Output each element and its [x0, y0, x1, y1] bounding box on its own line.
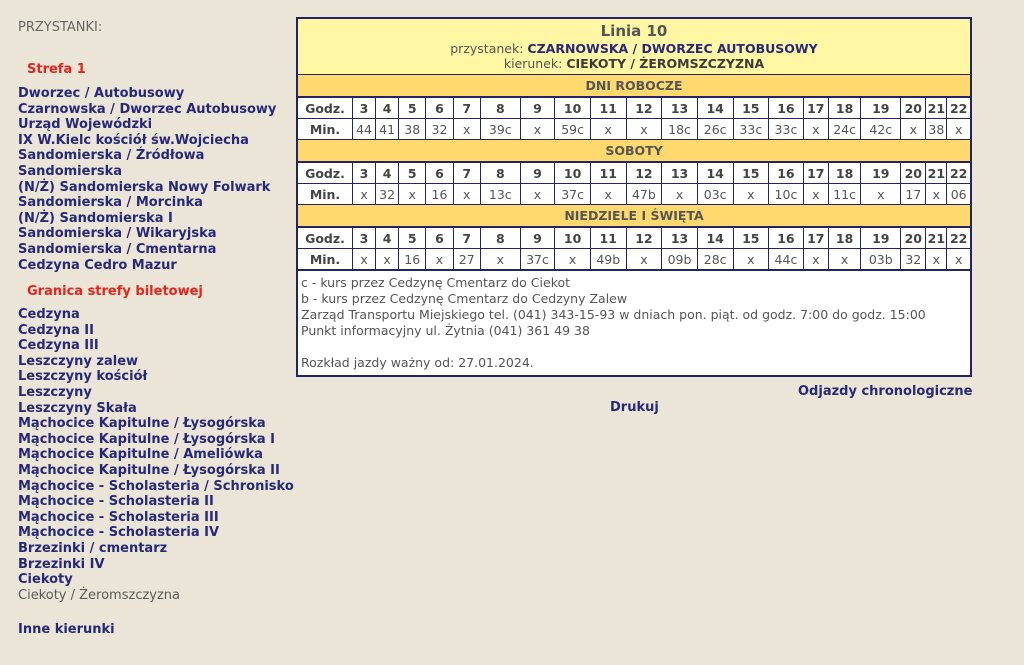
- hour-cell: 20: [901, 228, 926, 249]
- stop-link[interactable]: (N/Ż) Sandomierska I: [18, 210, 173, 226]
- hour-cell: 12: [626, 163, 662, 184]
- hours-label: Godz.: [298, 98, 353, 119]
- hour-cell: 9: [520, 163, 555, 184]
- hour-cell: 5: [399, 228, 426, 249]
- hours-row: [298, 228, 970, 249]
- print-link[interactable]: Drukuj: [610, 400, 659, 415]
- hour-cell: 20: [901, 98, 926, 119]
- hours-label: Godz.: [298, 228, 353, 249]
- stop-link[interactable]: Mąchocice - Scholasteria II: [18, 494, 214, 510]
- minute-cell: x: [453, 119, 480, 140]
- hour-cell: 9: [520, 228, 555, 249]
- hour-cell: 18: [828, 98, 860, 119]
- stop-link[interactable]: Cedzyna III: [18, 338, 99, 354]
- hour-cell: 4: [376, 98, 399, 119]
- minute-cell: 03b: [861, 249, 901, 270]
- stop-link[interactable]: Sandomierska / Cmentarna: [18, 241, 217, 257]
- stop-link[interactable]: Leszczyny kościół: [18, 369, 148, 385]
- minute-cell: x: [376, 249, 399, 270]
- stop-link[interactable]: Sandomierska / Morcinka: [18, 195, 203, 211]
- hour-cell: 15: [733, 98, 769, 119]
- minute-cell: x: [733, 249, 769, 270]
- stop-link[interactable]: Mąchocice - Scholasteria IV: [18, 525, 220, 541]
- hour-cell: 21: [926, 163, 947, 184]
- hour-cell: 3: [353, 98, 376, 119]
- hour-cell: 9: [520, 98, 555, 119]
- stop-link[interactable]: Mąchocice Kapitulne / Łysogórska: [18, 416, 266, 432]
- stop-link[interactable]: Brzezinki / cmentarz: [18, 540, 168, 556]
- minutes-label: Min.: [298, 119, 353, 140]
- minute-cell: x: [353, 249, 376, 270]
- hour-cell: 18: [828, 228, 860, 249]
- hour-cell: 13: [662, 98, 698, 119]
- minute-cell: x: [947, 119, 970, 140]
- hour-cell: 8: [480, 228, 520, 249]
- minute-cell: x: [803, 119, 828, 140]
- minute-cell: x: [555, 249, 591, 270]
- hour-cell: 16: [769, 98, 804, 119]
- stop-link[interactable]: Cedzyna Cedro Mazur: [18, 257, 177, 273]
- stop-link[interactable]: Leszczyny zalew: [18, 353, 139, 369]
- hour-cell: 4: [376, 163, 399, 184]
- minute-cell: x: [590, 184, 626, 205]
- stop-name: CZARNOWSKA / DWORZEC AUTOBUSOWY: [527, 41, 818, 56]
- minute-cell: x: [733, 184, 769, 205]
- hour-cell: 22: [947, 228, 970, 249]
- hour-cell: 13: [662, 163, 698, 184]
- hour-cell: 19: [861, 163, 901, 184]
- hour-cell: 14: [697, 163, 733, 184]
- hour-cell: 22: [947, 98, 970, 119]
- section-header: SOBOTY: [298, 140, 970, 162]
- timetable-grid: [298, 227, 970, 270]
- minute-cell: x: [520, 119, 555, 140]
- minute-cell: 32: [376, 184, 399, 205]
- hour-cell: 11: [590, 228, 626, 249]
- stop-list-zone-1: [18, 86, 276, 273]
- hour-cell: 12: [626, 98, 662, 119]
- stop-link[interactable]: (N/Ż) Sandomierska Nowy Folwark: [18, 179, 271, 195]
- minute-cell: x: [399, 184, 426, 205]
- minute-cell: x: [926, 184, 947, 205]
- minute-cell: 10c: [769, 184, 804, 205]
- minute-cell: x: [520, 184, 555, 205]
- stop-link[interactable]: Leszczyny Skała: [18, 400, 137, 416]
- hours-row: [298, 98, 970, 119]
- minute-cell: 44: [353, 119, 376, 140]
- minute-cell: x: [901, 119, 926, 140]
- stop-link[interactable]: Cedzyna II: [18, 322, 94, 338]
- stop-label: przystanek:: [450, 41, 528, 56]
- minutes-row: [298, 249, 970, 270]
- minute-cell: 37c: [555, 184, 591, 205]
- stop-link[interactable]: Leszczyny: [18, 384, 92, 400]
- minute-cell: 33c: [769, 119, 804, 140]
- minute-cell: 59c: [555, 119, 591, 140]
- hour-cell: 7: [453, 98, 480, 119]
- minute-cell: 38: [926, 119, 947, 140]
- stop-list-zone-2: [18, 307, 294, 603]
- minute-cell: 03c: [697, 184, 733, 205]
- zone-border-label: Granica strefy biletowej: [27, 284, 203, 299]
- hour-cell: 15: [733, 228, 769, 249]
- stop-link[interactable]: Ciekoty: [18, 572, 73, 588]
- stop-link[interactable]: Urząd Wojewódzki: [18, 117, 153, 133]
- hour-cell: 10: [555, 98, 591, 119]
- other-directions-link[interactable]: Inne kierunki: [18, 622, 115, 637]
- hour-cell: 8: [480, 98, 520, 119]
- minute-cell: 13c: [480, 184, 520, 205]
- minute-cell: 11c: [828, 184, 860, 205]
- hour-cell: 16: [769, 163, 804, 184]
- stop-link[interactable]: Cedzyna: [18, 307, 80, 322]
- hour-cell: 19: [861, 98, 901, 119]
- minute-cell: 32: [426, 119, 453, 140]
- hour-cell: 19: [861, 228, 901, 249]
- hour-cell: 14: [697, 228, 733, 249]
- direction-name: CIEKOTY / ŻEROMSZCZYZNA: [566, 56, 765, 71]
- stop-link[interactable]: Sandomierska / Źródłowa: [18, 148, 205, 164]
- section-header: NIEDZIELE I ŚWIĘTA: [298, 205, 970, 227]
- minute-cell: 33c: [733, 119, 769, 140]
- note-contact: Zarząd Transportu Miejskiego tel. (041) 343-15-93 w dniach pon. piąt. od godz. 7:00 do godz. 15:00: [301, 307, 926, 322]
- minute-cell: 16: [426, 184, 453, 205]
- stop-link[interactable]: Mąchocice Kapitulne / Łysogórska II: [18, 462, 280, 478]
- minute-cell: 18c: [662, 119, 698, 140]
- stop-link[interactable]: Sandomierska: [18, 163, 123, 179]
- hour-cell: 10: [555, 228, 591, 249]
- hour-cell: 13: [662, 228, 698, 249]
- hour-cell: 18: [828, 163, 860, 184]
- minute-cell: 24c: [828, 119, 860, 140]
- stop-link[interactable]: Sandomierska / Wikaryjska: [18, 226, 217, 242]
- stop-info: [298, 41, 970, 56]
- minute-cell: 28c: [697, 249, 733, 270]
- minute-cell: 39c: [480, 119, 520, 140]
- hour-cell: 17: [803, 163, 828, 184]
- minute-cell: x: [926, 249, 947, 270]
- minutes-row: [298, 184, 970, 205]
- minute-cell: x: [453, 184, 480, 205]
- minute-cell: 32: [901, 249, 926, 270]
- stop-link[interactable]: Mąchocice Kapitulne / Ameliówka: [18, 447, 263, 463]
- minute-cell: 38: [399, 119, 426, 140]
- minute-cell: x: [626, 119, 662, 140]
- hour-cell: 7: [453, 163, 480, 184]
- hour-cell: 5: [399, 163, 426, 184]
- chronological-departures-link[interactable]: Odjazdy chronologiczne: [798, 384, 973, 399]
- hour-cell: 6: [426, 228, 453, 249]
- stop-link[interactable]: Ciekoty / Żeromszczyzna: [18, 587, 181, 603]
- timetable-notes: [298, 270, 970, 375]
- hour-cell: 3: [353, 163, 376, 184]
- minute-cell: 17: [901, 184, 926, 205]
- minute-cell: x: [861, 184, 901, 205]
- hours-row: [298, 163, 970, 184]
- hour-cell: 11: [590, 98, 626, 119]
- timetable-grid: [298, 162, 970, 205]
- hour-cell: 5: [399, 98, 426, 119]
- direction-label: kierunek:: [503, 56, 567, 71]
- hour-cell: 14: [697, 98, 733, 119]
- minute-cell: 44c: [769, 249, 804, 270]
- minute-cell: x: [803, 184, 828, 205]
- zone-1-label: Strefa 1: [27, 62, 86, 77]
- line-title: Linia 10: [600, 22, 668, 40]
- hour-cell: 15: [733, 163, 769, 184]
- minute-cell: 27: [453, 249, 480, 270]
- minutes-label: Min.: [298, 184, 353, 205]
- hour-cell: 6: [426, 98, 453, 119]
- timetable-sections: [298, 75, 970, 270]
- hour-cell: 21: [926, 228, 947, 249]
- minute-cell: 06: [947, 184, 970, 205]
- minutes-row: [298, 119, 970, 140]
- direction-info: [298, 56, 970, 71]
- hours-label: Godz.: [298, 163, 353, 184]
- minute-cell: x: [947, 249, 970, 270]
- hour-cell: 6: [426, 163, 453, 184]
- valid-from: Rozkład jazdy ważny od: 27.01.2024.: [301, 355, 534, 370]
- minutes-label: Min.: [298, 249, 353, 270]
- hour-cell: 16: [769, 228, 804, 249]
- hour-cell: 3: [353, 228, 376, 249]
- minute-cell: 49b: [590, 249, 626, 270]
- minute-cell: 42c: [861, 119, 901, 140]
- hour-cell: 17: [803, 228, 828, 249]
- timetable-grid: [298, 97, 970, 140]
- hour-cell: 17: [803, 98, 828, 119]
- stop-link[interactable]: Brzezinki IV: [18, 556, 105, 572]
- timetable-panel: [296, 17, 972, 377]
- hour-cell: 22: [947, 163, 970, 184]
- minute-cell: x: [426, 249, 453, 270]
- stop-link[interactable]: Dworzec / Autobusowy: [18, 86, 185, 101]
- minute-cell: x: [662, 184, 698, 205]
- note-info-point: Punkt informacyjny ul. Żytnia (041) 361 49 38: [301, 323, 590, 338]
- hour-cell: 20: [901, 163, 926, 184]
- note-b: b - kurs przez Cedzynę Cmentarz do Cedzyny Zalew: [301, 291, 628, 306]
- minute-cell: x: [590, 119, 626, 140]
- minute-cell: x: [803, 249, 828, 270]
- stop-link[interactable]: IX W.Kielc kościół św.Wojciecha: [18, 132, 249, 148]
- hour-cell: 10: [555, 163, 591, 184]
- minute-cell: 26c: [697, 119, 733, 140]
- minute-cell: x: [626, 249, 662, 270]
- note-c: c - kurs przez Cedzynę Cmentarz do Ciekot: [301, 275, 571, 290]
- minute-cell: x: [828, 249, 860, 270]
- hour-cell: 4: [376, 228, 399, 249]
- minute-cell: 41: [376, 119, 399, 140]
- timetable-header: [298, 19, 970, 75]
- hour-cell: 21: [926, 98, 947, 119]
- minute-cell: 09b: [662, 249, 698, 270]
- hour-cell: 11: [590, 163, 626, 184]
- hour-cell: 12: [626, 228, 662, 249]
- stop-link[interactable]: Mąchocice Kapitulne / Łysogórska I: [18, 431, 275, 447]
- stop-link[interactable]: Mąchocice - Scholasteria III: [18, 509, 219, 525]
- minute-cell: 37c: [520, 249, 555, 270]
- stop-link[interactable]: Czarnowska / Dworzec Autobusowy: [18, 101, 277, 117]
- hour-cell: 7: [453, 228, 480, 249]
- minute-cell: x: [480, 249, 520, 270]
- minute-cell: 16: [399, 249, 426, 270]
- hour-cell: 8: [480, 163, 520, 184]
- stops-header: PRZYSTANKI:: [18, 20, 103, 35]
- stop-link[interactable]: Mąchocice - Scholasteria / Schronisko: [18, 478, 294, 494]
- section-header: DNI ROBOCZE: [298, 75, 970, 97]
- minute-cell: 47b: [626, 184, 662, 205]
- minute-cell: x: [353, 184, 376, 205]
